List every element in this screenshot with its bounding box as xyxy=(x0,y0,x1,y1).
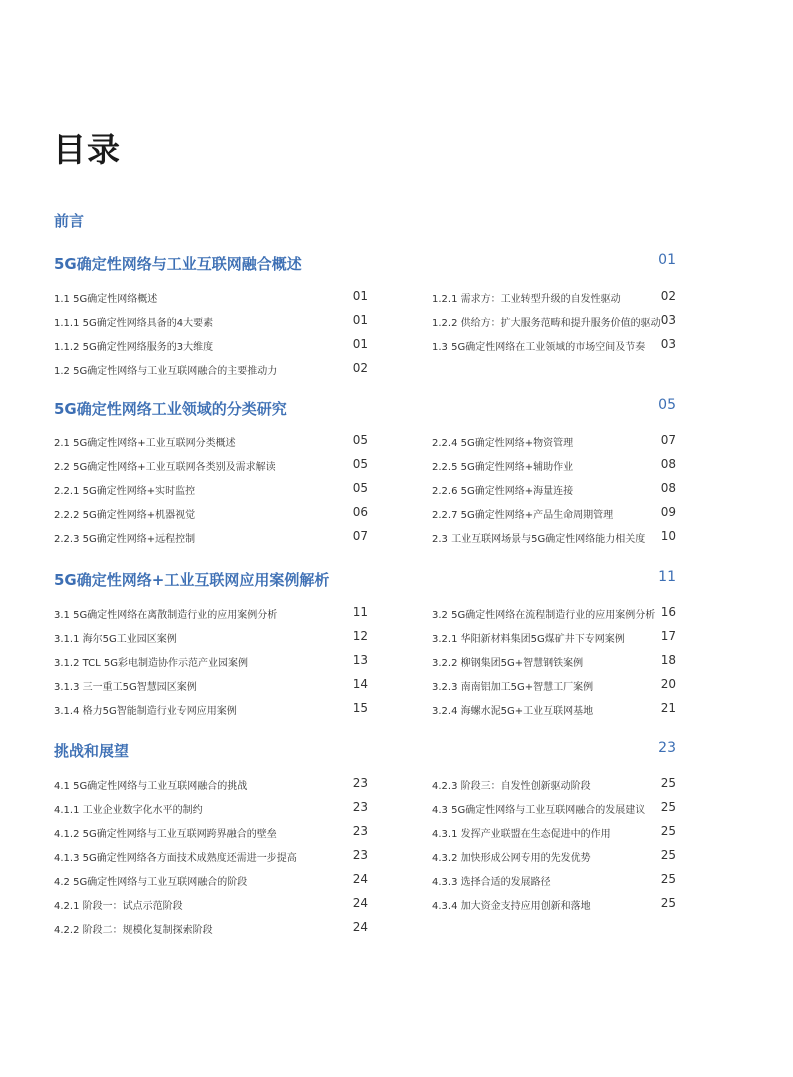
toc-entry-label: 2.2.2 5G确定性网络+机器视觉 xyxy=(54,510,196,521)
section-title-2[interactable]: 5G确定性网络工业领域的分类研究 xyxy=(54,400,287,418)
toc-entry-page: 05 xyxy=(352,481,368,495)
toc-entry[interactable] xyxy=(432,700,676,718)
toc-entry[interactable] xyxy=(432,775,676,793)
toc-entry-label: 4.3.1 发挥产业联盟在生态促进中的作用 xyxy=(432,829,611,840)
toc-entry[interactable] xyxy=(54,604,368,622)
toc-entry-label: 4.2 5G确定性网络与工业互联网融合的阶段 xyxy=(54,877,248,888)
toc-entry-label: 3.2.3 南南铝加工5G+智慧工厂案例 xyxy=(432,682,594,693)
toc-entry-page: 07 xyxy=(660,433,676,447)
toc-entry-page: 08 xyxy=(660,457,676,471)
toc-entry-page: 24 xyxy=(352,872,368,886)
toc-entry[interactable] xyxy=(54,847,368,865)
toc-entry[interactable] xyxy=(54,652,368,670)
toc-entry[interactable] xyxy=(432,628,676,646)
toc-entry-page: 10 xyxy=(660,529,676,543)
toc-entry[interactable] xyxy=(54,799,368,817)
toc-entry-label: 1.1.1 5G确定性网络具备的4大要素 xyxy=(54,318,214,329)
toc-entry-label: 4.3.4 加大资金支持应用创新和落地 xyxy=(432,901,591,912)
toc-entry-label: 2.2 5G确定性网络+工业互联网各类别及需求解读 xyxy=(54,462,276,473)
toc-entry[interactable] xyxy=(432,504,676,522)
toc-entry-page: 12 xyxy=(352,629,368,643)
toc-entry-page: 23 xyxy=(352,848,368,862)
toc-entry[interactable] xyxy=(54,336,368,354)
toc-entry-label: 3.1.1 海尔5G工业园区案例 xyxy=(54,634,177,645)
toc-entry[interactable] xyxy=(432,432,676,450)
toc-entry-page: 07 xyxy=(352,529,368,543)
toc-entry[interactable] xyxy=(432,312,676,330)
toc-entry[interactable] xyxy=(54,871,368,889)
toc-entry-label: 4.3 5G确定性网络与工业互联网融合的发展建议 xyxy=(432,805,646,816)
toc-entry-page: 03 xyxy=(660,337,676,351)
toc-entry[interactable] xyxy=(54,288,368,306)
toc-entry-label: 3.2.2 柳钢集团5G+智慧钢铁案例 xyxy=(432,658,584,669)
toc-entry-page: 01 xyxy=(352,289,368,303)
toc-entry-label: 1.2.1 需求方：工业转型升级的自发性驱动 xyxy=(432,294,621,305)
toc-entry[interactable] xyxy=(432,871,676,889)
toc-entry-page: 21 xyxy=(660,701,676,715)
toc-entry-page: 03 xyxy=(660,313,676,327)
toc-entry[interactable] xyxy=(432,847,676,865)
toc-entry-label: 2.2.5 5G确定性网络+辅助作业 xyxy=(432,462,574,473)
section-page-2: 05 xyxy=(658,397,676,413)
toc-entry-page: 24 xyxy=(352,896,368,910)
toc-entry[interactable] xyxy=(432,480,676,498)
toc-preface-link[interactable]: 前言 xyxy=(54,212,85,230)
toc-entry-label: 4.1.1 工业企业数字化水平的制约 xyxy=(54,805,203,816)
toc-entry-label: 4.1.2 5G确定性网络与工业互联网跨界融合的壁垒 xyxy=(54,829,277,840)
toc-entry-page: 01 xyxy=(352,313,368,327)
toc-entry-page: 15 xyxy=(352,701,368,715)
toc-entry-label: 3.1 5G确定性网络在离散制造行业的应用案例分析 xyxy=(54,610,278,621)
toc-entry-page: 06 xyxy=(352,505,368,519)
toc-entry-page: 08 xyxy=(660,481,676,495)
section-page-1: 01 xyxy=(658,252,676,268)
toc-entry-page: 05 xyxy=(352,433,368,447)
toc-entry-label: 4.2.3 阶段三：自发性创新驱动阶段 xyxy=(432,781,591,792)
toc-entry-label: 1.2 5G确定性网络与工业互联网融合的主要推动力 xyxy=(54,366,278,377)
toc-entry-label: 3.1.2 TCL 5G彩电制造协作示范产业园案例 xyxy=(54,658,248,669)
toc-entry-page: 25 xyxy=(660,824,676,838)
toc-entry-label: 3.2 5G确定性网络在流程制造行业的应用案例分析 xyxy=(432,610,656,621)
toc-entry-label: 2.2.4 5G确定性网络+物资管理 xyxy=(432,438,574,449)
toc-entry[interactable] xyxy=(54,895,368,913)
toc-entry-label: 2.1 5G确定性网络+工业互联网分类概述 xyxy=(54,438,236,449)
toc-entry[interactable] xyxy=(54,456,368,474)
toc-entry[interactable] xyxy=(54,700,368,718)
page-title: 目录 xyxy=(53,130,121,169)
toc-entry-label: 4.2.2 阶段二：规模化复制探索阶段 xyxy=(54,925,213,936)
toc-entry-page: 25 xyxy=(660,776,676,790)
toc-entry-label: 1.3 5G确定性网络在工业领域的市场空间及节奏 xyxy=(432,342,646,353)
toc-entry-page: 09 xyxy=(660,505,676,519)
section-page-4: 23 xyxy=(658,740,676,756)
toc-entry-page: 25 xyxy=(660,896,676,910)
toc-entry[interactable] xyxy=(432,652,676,670)
toc-entry[interactable] xyxy=(54,432,368,450)
toc-entry-page: 01 xyxy=(352,337,368,351)
toc-entry-page: 17 xyxy=(660,629,676,643)
toc-entry-label: 4.3.3 选择合适的发展路径 xyxy=(432,877,551,888)
toc-entry-page: 18 xyxy=(660,653,676,667)
toc-entry[interactable] xyxy=(54,676,368,694)
toc-entry-label: 2.3 工业互联网场景与5G确定性网络能力相关度 xyxy=(432,534,646,545)
toc-entry[interactable] xyxy=(54,480,368,498)
toc-entry[interactable] xyxy=(54,628,368,646)
toc-entry[interactable] xyxy=(432,528,676,546)
toc-entry[interactable] xyxy=(432,676,676,694)
toc-entry-label: 4.1 5G确定性网络与工业互联网融合的挑战 xyxy=(54,781,248,792)
toc-entry-label: 3.2.1 华阳新材料集团5G煤矿井下专网案例 xyxy=(432,634,625,645)
toc-entry[interactable] xyxy=(432,799,676,817)
toc-entry-page: 25 xyxy=(660,800,676,814)
toc-entry-label: 2.2.1 5G确定性网络+实时监控 xyxy=(54,486,196,497)
toc-entry-label: 3.2.4 海螺水泥5G+工业互联网基地 xyxy=(432,706,594,717)
toc-entry-page: 14 xyxy=(352,677,368,691)
toc-entry-page: 16 xyxy=(660,605,676,619)
toc-entry[interactable] xyxy=(54,823,368,841)
toc-entry[interactable] xyxy=(54,775,368,793)
toc-entry[interactable] xyxy=(54,919,368,937)
toc-entry-page: 05 xyxy=(352,457,368,471)
toc-entry[interactable] xyxy=(54,504,368,522)
toc-entry-page: 23 xyxy=(352,824,368,838)
toc-entry[interactable] xyxy=(432,456,676,474)
toc-entry-page: 02 xyxy=(352,361,368,375)
toc-entry[interactable] xyxy=(432,823,676,841)
toc-entry[interactable] xyxy=(432,604,676,622)
toc-entry[interactable] xyxy=(432,336,676,354)
section-title-1[interactable]: 5G确定性网络与工业互联网融合概述 xyxy=(54,255,302,273)
toc-entry-label: 4.1.3 5G确定性网络各方面技术成熟度还需进一步提高 xyxy=(54,853,297,864)
toc-entry-label: 1.2.2 供给方：扩大服务范畴和提升服务价值的驱动 xyxy=(432,318,661,329)
toc-entry-label: 2.2.7 5G确定性网络+产品生命周期管理 xyxy=(432,510,614,521)
toc-entry-page: 23 xyxy=(352,776,368,790)
toc-entry[interactable] xyxy=(432,895,676,913)
toc-entry[interactable] xyxy=(54,360,368,378)
toc-entry-page: 11 xyxy=(352,605,368,619)
section-title-4[interactable]: 挑战和展望 xyxy=(54,742,130,760)
toc-entry-label: 2.2.6 5G确定性网络+海量连接 xyxy=(432,486,574,497)
toc-entry-label: 4.3.2 加快形成公网专用的先发优势 xyxy=(432,853,591,864)
toc-entry-label: 1.1.2 5G确定性网络服务的3大维度 xyxy=(54,342,214,353)
section-title-3[interactable]: 5G确定性网络+工业互联网应用案例解析 xyxy=(54,571,330,589)
section-page-3: 11 xyxy=(658,569,676,585)
toc-entry-label: 3.1.3 三一重工5G智慧园区案例 xyxy=(54,682,197,693)
toc-entry-page: 13 xyxy=(352,653,368,667)
toc-entry-page: 25 xyxy=(660,848,676,862)
toc-entry-label: 4.2.1 阶段一：试点示范阶段 xyxy=(54,901,183,912)
toc-entry-page: 20 xyxy=(660,677,676,691)
toc-entry-page: 24 xyxy=(352,920,368,934)
toc-entry-label: 3.1.4 格力5G智能制造行业专网应用案例 xyxy=(54,706,237,717)
toc-entry[interactable] xyxy=(54,528,368,546)
toc-entry-page: 23 xyxy=(352,800,368,814)
toc-entry[interactable] xyxy=(54,312,368,330)
toc-entry[interactable] xyxy=(432,288,676,306)
toc-entry-page: 02 xyxy=(660,289,676,303)
toc-entry-page: 25 xyxy=(660,872,676,886)
toc-entry-label: 1.1 5G确定性网络概述 xyxy=(54,294,158,305)
toc-entry-label: 2.2.3 5G确定性网络+远程控制 xyxy=(54,534,196,545)
